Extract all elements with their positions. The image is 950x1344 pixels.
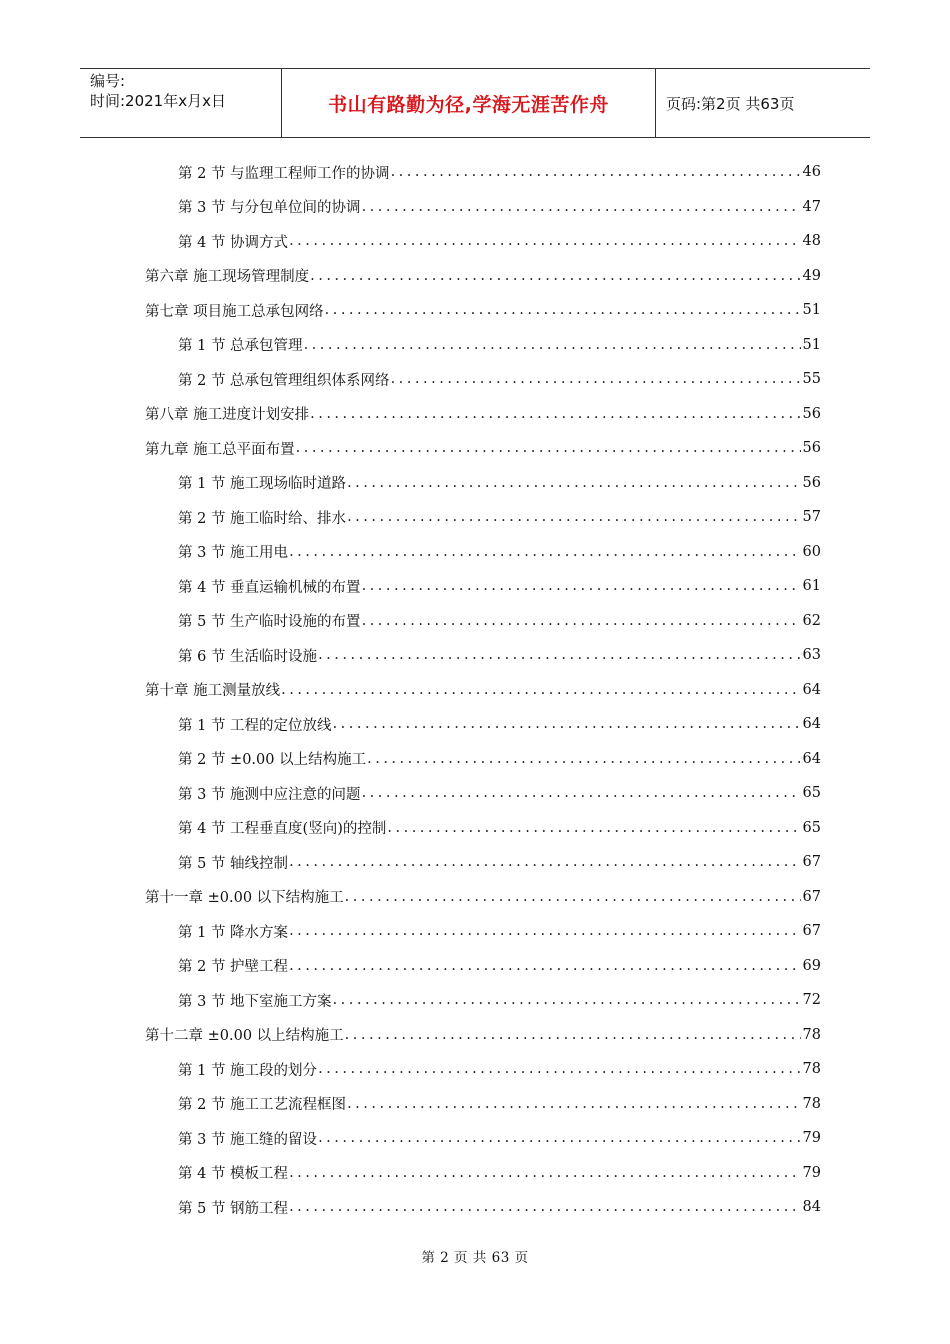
toc-section-entry[interactable] — [178, 638, 821, 672]
toc-entry-title: 第 6 节 生活临时设施 — [178, 648, 318, 665]
toc-page-number: 49 — [802, 267, 821, 284]
toc-entry-title: 第八章 施工进度计划安排 — [145, 407, 310, 423]
toc-entry-title: 第 2 节 与监理工程师工作的协调 — [178, 165, 390, 182]
toc-entry-title: 第 1 节 工程的定位放线 — [178, 717, 332, 734]
toc-dot-leader — [362, 613, 801, 629]
toc-section-entry[interactable] — [178, 983, 821, 1017]
toc-entry-title: 第十一章 ±0.00 以下结构施工 — [145, 890, 344, 906]
toc-page-number: 51 — [802, 336, 821, 353]
toc-entry-title: 第 2 节 施工工艺流程框图 — [178, 1097, 347, 1113]
toc-page-number: 84 — [802, 1199, 821, 1215]
toc-page-number: 65 — [802, 785, 821, 801]
toc-section-entry[interactable] — [178, 707, 821, 741]
toc-section-entry[interactable] — [178, 604, 821, 638]
toc-section-entry[interactable] — [178, 1190, 821, 1224]
toc-section-entry[interactable] — [178, 190, 821, 224]
toc-dot-leader — [310, 406, 800, 422]
toc-section-entry[interactable] — [178, 1052, 821, 1086]
document-date: 时间:2021年x月x日 — [90, 92, 226, 110]
toc-page-number: 72 — [802, 992, 821, 1008]
toc-entry-title: 第 5 节 生产临时设施的布置 — [178, 614, 361, 630]
header-motto: 书山有路勤为径,学海无涯苦作舟 — [282, 69, 656, 137]
toc-chapter-entry[interactable] — [145, 259, 821, 293]
toc-dot-leader — [289, 233, 800, 249]
toc-dot-leader — [289, 854, 800, 870]
toc-entry-title: 第 4 节 工程垂直度(竖向)的控制 — [178, 821, 387, 837]
toc-page-number: 64 — [802, 750, 821, 767]
toc-page-number: 56 — [802, 474, 821, 491]
toc-page-number: 79 — [802, 1164, 821, 1181]
toc-chapter-entry[interactable] — [145, 880, 821, 914]
toc-page-number: 78 — [802, 1026, 821, 1043]
toc-page-number: 60 — [802, 543, 821, 560]
toc-entry-title: 第 1 节 降水方案 — [178, 924, 289, 941]
toc-section-entry[interactable] — [178, 845, 821, 879]
toc-dot-leader — [345, 889, 801, 905]
toc-entry-title: 第 5 节 轴线控制 — [178, 855, 289, 872]
toc-section-entry[interactable] — [178, 328, 821, 362]
toc-dot-leader — [310, 268, 800, 284]
toc-section-entry[interactable] — [178, 1121, 821, 1155]
toc-page-number: 61 — [802, 578, 821, 594]
toc-dot-leader — [304, 337, 801, 353]
toc-chapter-entry[interactable] — [145, 431, 821, 465]
toc-dot-leader — [367, 751, 800, 767]
toc-dot-leader — [318, 1130, 800, 1146]
toc-page-number: 48 — [802, 233, 821, 249]
toc-dot-leader — [289, 958, 800, 974]
toc-dot-leader — [347, 1096, 800, 1112]
toc-page-number: 65 — [802, 819, 821, 836]
toc-entry-title: 第 2 节 施工临时给、排水 — [178, 510, 347, 527]
toc-page-number: 79 — [802, 1130, 821, 1146]
toc-page-number: 69 — [802, 957, 821, 974]
toc-entry-title: 第六章 施工现场管理制度 — [145, 269, 310, 285]
toc-section-entry[interactable] — [178, 949, 821, 983]
toc-section-entry[interactable] — [178, 776, 821, 810]
toc-section-entry[interactable] — [178, 569, 821, 603]
toc-entry-title: 第 2 节 总承包管理组织体系网络 — [178, 372, 390, 389]
toc-dot-leader — [387, 820, 800, 836]
toc-section-entry[interactable] — [178, 535, 821, 569]
toc-entry-title: 第 4 节 协调方式 — [178, 234, 289, 251]
toc-page-number: 78 — [802, 1095, 821, 1112]
toc-entry-title: 第十章 施工测量放线 — [145, 683, 281, 699]
toc-dot-leader — [333, 716, 801, 732]
page-footer: 第 2 页 共 63 页 — [421, 1250, 529, 1266]
toc-section-entry[interactable] — [178, 224, 821, 258]
toc-dot-leader — [289, 923, 800, 939]
toc-dot-leader — [281, 682, 800, 698]
toc-entry-title: 第 2 节 护壁工程 — [178, 959, 289, 975]
toc-page-number: 55 — [802, 371, 821, 387]
toc-entry-title: 第七章 项目施工总承包网络 — [145, 303, 324, 320]
toc-chapter-entry[interactable] — [145, 293, 821, 327]
page-header — [80, 68, 870, 138]
toc-entry-title: 第九章 施工总平面布置 — [145, 441, 295, 458]
toc-page-number: 78 — [802, 1061, 821, 1077]
toc-dot-leader — [289, 544, 800, 560]
document-number-label: 编号: — [90, 72, 126, 90]
header-meta — [80, 69, 282, 137]
toc-page-number: 64 — [802, 716, 821, 732]
toc-entry-title: 第 3 节 与分包单位间的协调 — [178, 200, 361, 216]
toc-entry-title: 第 4 节 垂直运输机械的布置 — [178, 579, 361, 596]
toc-dot-leader — [325, 302, 801, 318]
toc-section-entry[interactable] — [178, 362, 821, 396]
toc-chapter-entry[interactable] — [145, 673, 821, 707]
toc-section-entry[interactable] — [178, 466, 821, 500]
toc-entry-title: 第 2 节 ±0.00 以上结构施工 — [178, 752, 367, 768]
header-page-info: 页码:第2页 共63页 — [666, 94, 795, 113]
toc-page-number: 47 — [802, 198, 821, 215]
toc-dot-leader — [318, 1061, 800, 1077]
toc-dot-leader — [362, 578, 801, 594]
toc-chapter-entry[interactable] — [145, 1018, 821, 1052]
toc-page-number: 62 — [802, 612, 821, 629]
toc-page-number: 56 — [802, 440, 821, 456]
toc-dot-leader — [362, 785, 801, 801]
toc-entry-title: 第十二章 ±0.00 以上结构施工 — [145, 1028, 344, 1044]
toc-entry-title: 第 4 节 模板工程 — [178, 1166, 289, 1182]
toc-section-entry[interactable] — [178, 1156, 821, 1190]
toc-dot-leader — [345, 1027, 801, 1043]
toc-entry-title: 第 3 节 地下室施工方案 — [178, 993, 332, 1010]
toc-page-number: 46 — [802, 164, 821, 180]
toc-dot-leader — [318, 647, 800, 663]
toc-dot-leader — [391, 164, 801, 180]
toc-section-entry[interactable] — [178, 914, 821, 948]
toc-entry-title: 第 1 节 施工现场临时道路 — [178, 476, 347, 492]
toc-section-entry[interactable] — [178, 1087, 821, 1121]
toc-page-number: 56 — [802, 405, 821, 422]
toc-page-number: 67 — [802, 923, 821, 939]
toc-section-entry[interactable] — [178, 500, 821, 534]
toc-entry-title: 第 1 节 总承包管理 — [178, 338, 303, 354]
toc-entry-title: 第 1 节 施工段的划分 — [178, 1062, 318, 1079]
toc-dot-leader — [289, 1199, 800, 1215]
toc-entry-title: 第 5 节 钢筋工程 — [178, 1200, 289, 1217]
toc-page-number: 67 — [802, 888, 821, 905]
toc-dot-leader — [289, 1165, 800, 1181]
toc-dot-leader — [333, 992, 801, 1008]
toc-section-entry[interactable] — [178, 811, 821, 845]
toc-entry-title: 第 3 节 施工用电 — [178, 545, 289, 561]
toc-entry-title: 第 3 节 施工缝的留设 — [178, 1131, 318, 1148]
toc-page-number: 57 — [802, 509, 821, 525]
toc-dot-leader — [347, 475, 800, 491]
toc-section-entry[interactable] — [178, 742, 821, 776]
toc-page-number: 51 — [802, 302, 821, 318]
toc-section-entry[interactable] — [178, 155, 821, 189]
toc-page-number: 64 — [802, 681, 821, 698]
toc-chapter-entry[interactable] — [145, 397, 821, 431]
toc-page-number: 67 — [802, 854, 821, 870]
toc-dot-leader — [296, 440, 801, 456]
toc-dot-leader — [391, 371, 801, 387]
toc-page-number: 63 — [802, 647, 821, 663]
toc-dot-leader — [362, 199, 801, 215]
toc-entry-title: 第 3 节 施测中应注意的问题 — [178, 786, 361, 803]
toc-dot-leader — [347, 509, 800, 525]
